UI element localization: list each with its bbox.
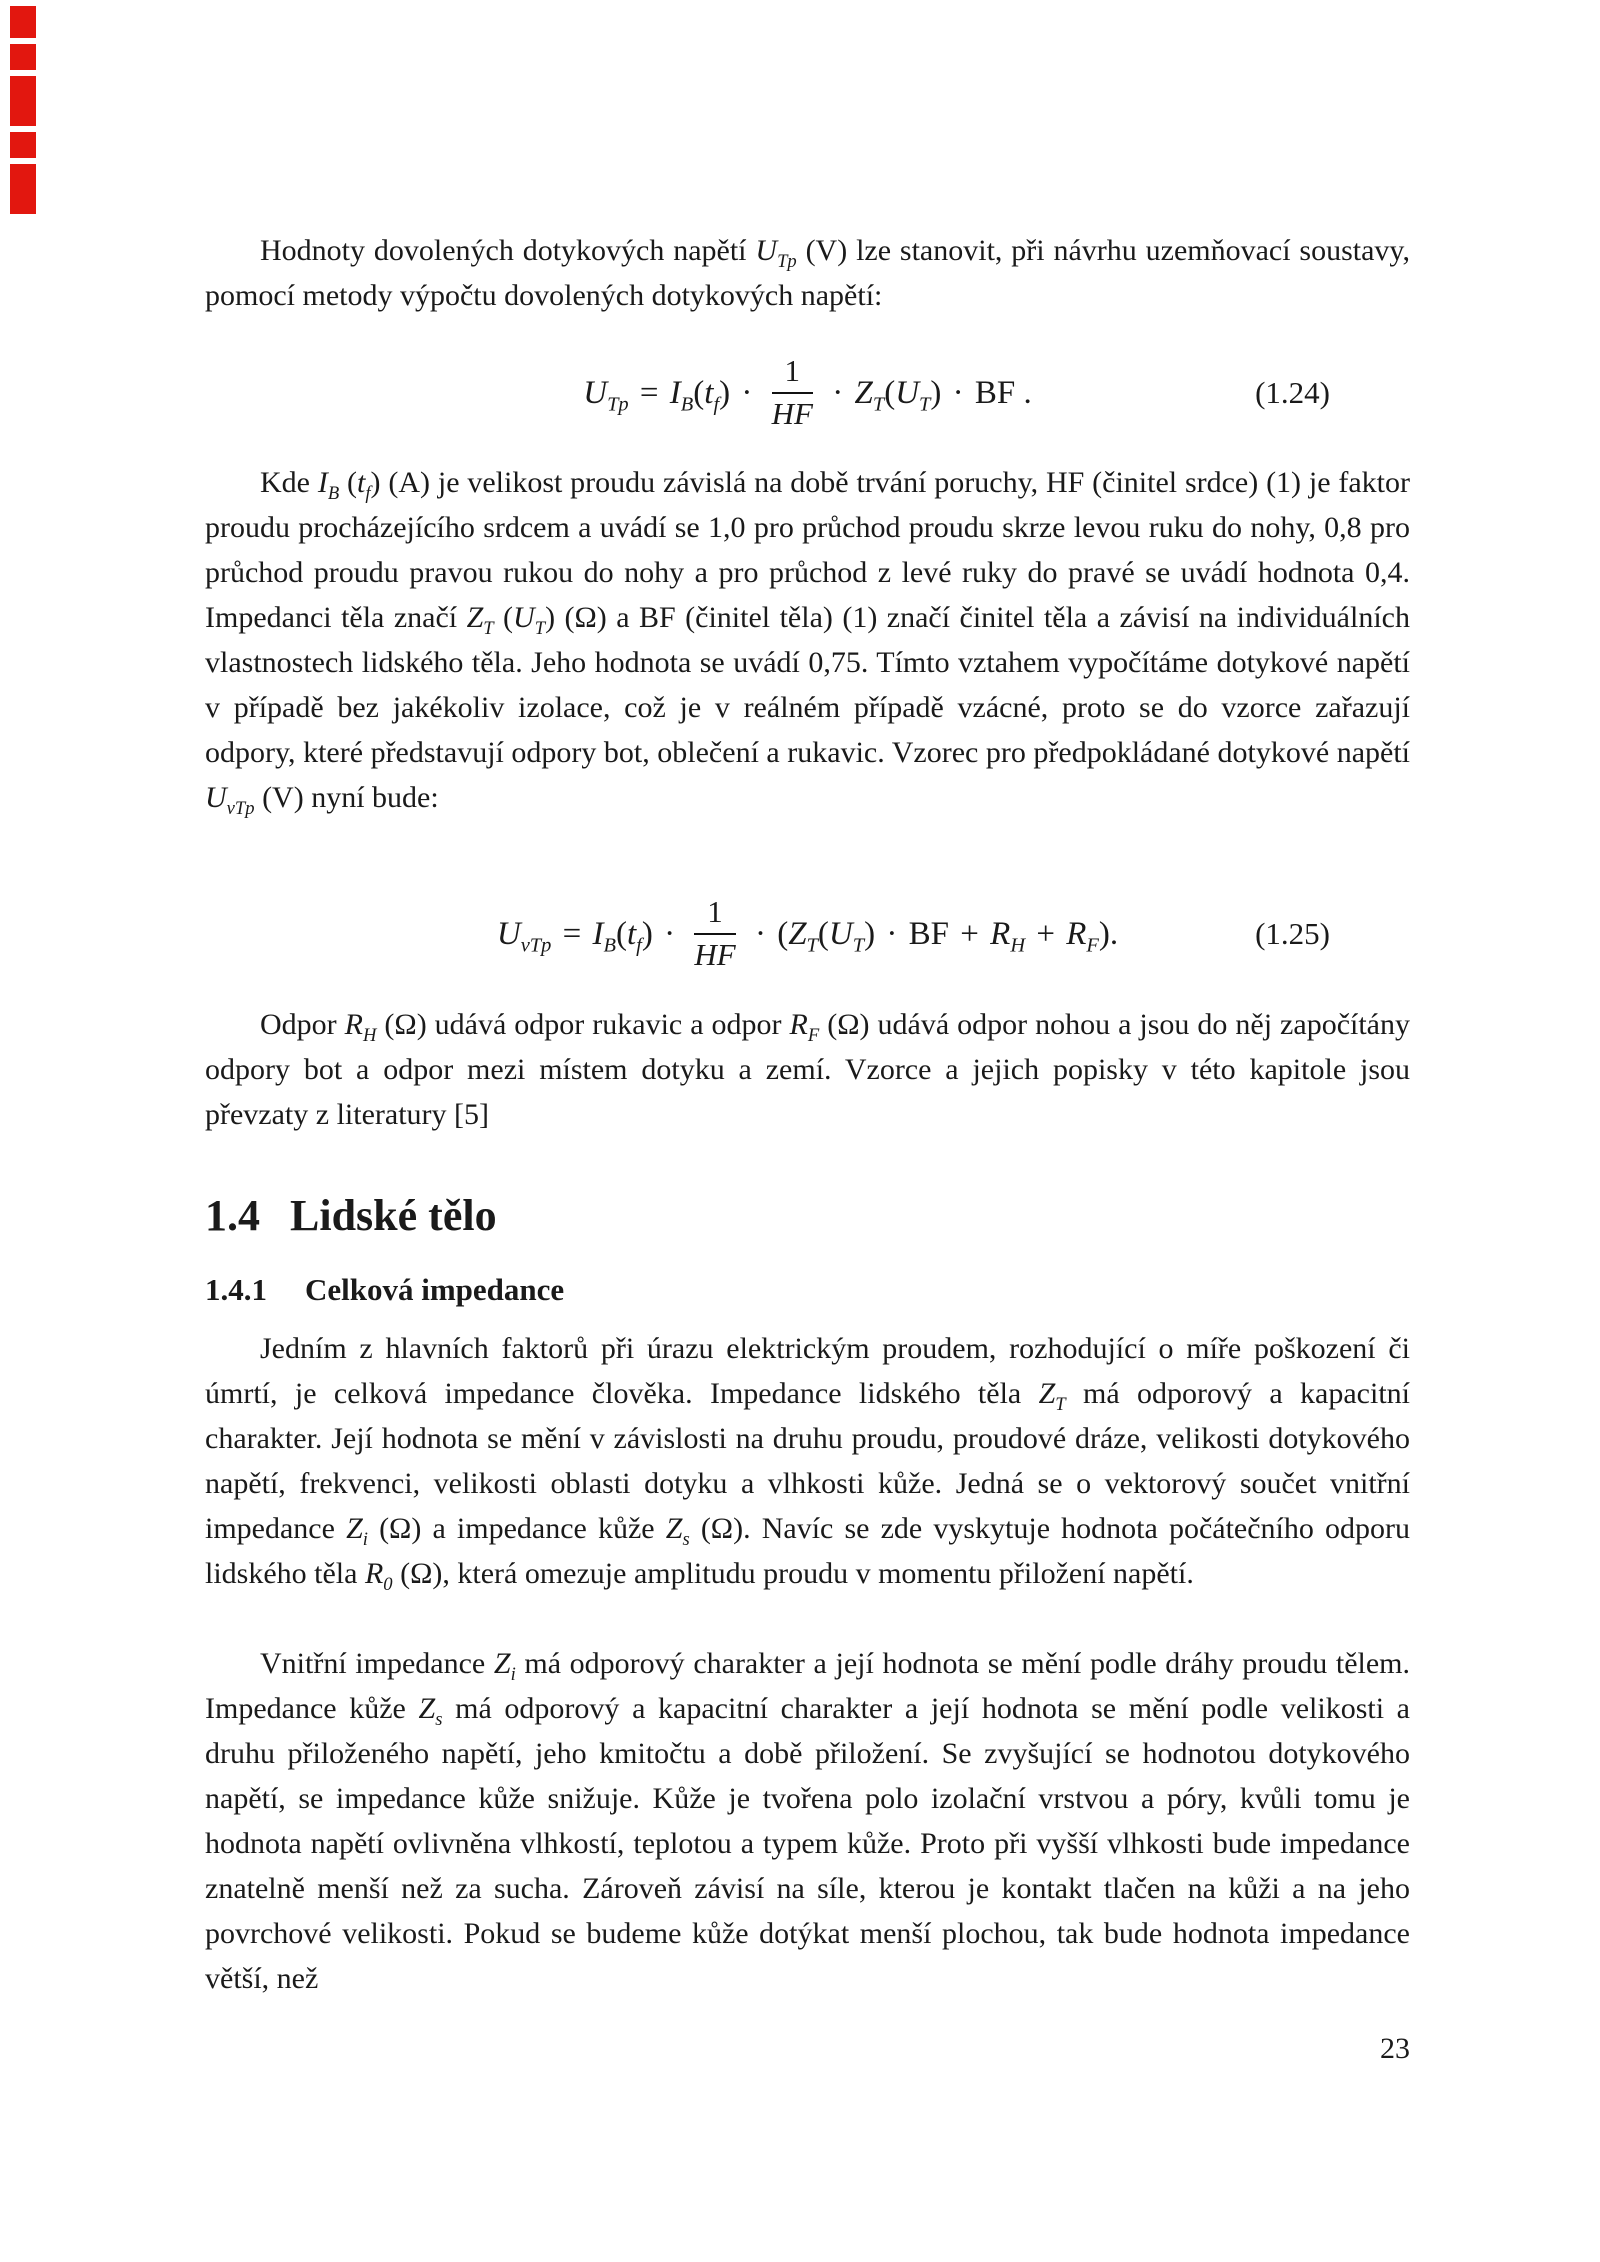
paragraph-resistances: Odpor $R_H$ (Ω) udává odpor rukavic a odpor $R_F$ (Ω) udává odpor nohou a jsou do něj započítány odpory bot a odpor mezi místem dotyku a zemí. Vzorce a jejich popisky v této kapitole jsou převzaty z literatury [5] bbox=[205, 1008, 1410, 1131]
annotation-mark bbox=[10, 132, 36, 158]
annotation-mark bbox=[10, 6, 36, 38]
annotation-mark bbox=[10, 164, 36, 214]
equation-1-25 bbox=[205, 875, 1410, 993]
equation-1-24 bbox=[205, 334, 1410, 452]
equation-1-25-body: $U_{vTp}$ = $I_B$ ( $t_f$ ) · $\frac{1}{HF}$ · ( $Z_T$ ( $U_T$ ) · BF + $R_H$ + $R_F$ ). bbox=[496, 894, 1119, 972]
section-number: 1.4 bbox=[205, 1191, 260, 1240]
subsection-number: 1.4.1 bbox=[205, 1272, 267, 1307]
paragraph-internal-skin-impedance: Vnitřní impedance $Z_i$ má odporový charakter a její hodnota se mění podle dráhy proudu tělem. Impedance kůže $Z_s$ má odporový a kapacitní charakter a její hodnota se mění podle velikosti a druhu přiloženého napětí, jeho kmitočtu a době přiložení. Se zvyšující se hodnotou dotykového napětí, se impedance kůže snižuje. Kůže je tvořena polo izolační vrstvou a póry, kvůli tomu je hodnota napětí ovlivněna vlhkostí, teplotou a typem kůže. Proto při vyšší vlhkosti bude impedance znatelně menší než za sucha. Zároveň závisí na síle, kterou je kontakt tlačen na kůži a na jeho povrchové velikosti. Pokud se budeme kůže dotýkat menší plochou, tak bude hodnota impedance větší, než bbox=[205, 1647, 1411, 1995]
paragraph-formula-explanation: Kde $I_B$ $(t_f)$ (A) je velikost proudu závislá na době trvání poruchy, HF (činitel srdce) (1) je faktor proudu procházejícího srdcem a uvádí se 1,0 pro průchod proudu skrze levou ruku do nohy, 0,8 pro průchod proudu pravou rukou do nohy a pro průchod z levé ruky do pravé se uvádí hodnota 0,4. Impedanci těla značí $Z_T$ $(U_T)$ (Ω) a BF (činitel těla) (1) značí činitel těla a závisí na individuálních vlastnostech lidského těla. Jeho hodnota se uvádí 0,75. Tímto vztahem vypočítáme dotykové napětí v případě bez jakékoliv izolace, což je v reálném případě vzácné, proto se do vzorce zařazují odpory, které představují odpory bot, oblečení a rukavic. Vzorec pro předpokládané dotykové napětí $U_{vTp}$ (V) nyní bude: bbox=[205, 466, 1411, 819]
equation-1-25-number: (1.25) bbox=[1255, 916, 1330, 951]
section-heading bbox=[205, 1187, 1410, 1245]
paragraph-total-impedance: Jedním z hlavních faktorů při úrazu elektrickým proudem, rozhodující o míře poškození či úmrtí, je celková impedance člověka. Impedance lidského těla $Z_T$ má odporový a kapacitní charakter. Její hodnota se mění v závislosti na druhu proudu, proudové dráze, velikosti dotykového napětí, frekvenci, velikosti oblasti dotyku a vlhkosti kůže. Jedná se o vektorový součet vnitřní impedance $Z_i$ (Ω) a impedance kůže $Z_s$ (Ω). Navíc se zde vyskytuje hodnota počátečního odporu lidského těla $R_0$ (Ω), která omezuje amplitudu proudu v momentu přiložení napětí. bbox=[205, 1332, 1411, 1595]
equation-1-24-body: $U_{Tp}$ = $I_B$ ( $t_f$ ) · $\frac{1}{HF}$ · $Z_T$ ( $U_T$ ) · BF . bbox=[583, 353, 1032, 431]
subsection-title: Celková impedance bbox=[305, 1272, 565, 1307]
annotation-mark bbox=[10, 44, 36, 70]
page-content bbox=[205, 0, 1410, 2001]
page-number: 23 bbox=[1380, 2032, 1410, 2065]
paragraph-allowed-touch-voltages: Hodnoty dovolených dotykových napětí $U_{Tp}$ (V) lze stanovit, při návrhu uzemňovací soustavy, pomocí metody výpočtu dovolených dotykových napětí: bbox=[205, 234, 1410, 312]
annotation-mark bbox=[10, 76, 36, 126]
subsection-heading bbox=[205, 1269, 1410, 1311]
section-title: Lidské tělo bbox=[290, 1191, 497, 1240]
equation-1-24-number: (1.24) bbox=[1255, 375, 1330, 410]
